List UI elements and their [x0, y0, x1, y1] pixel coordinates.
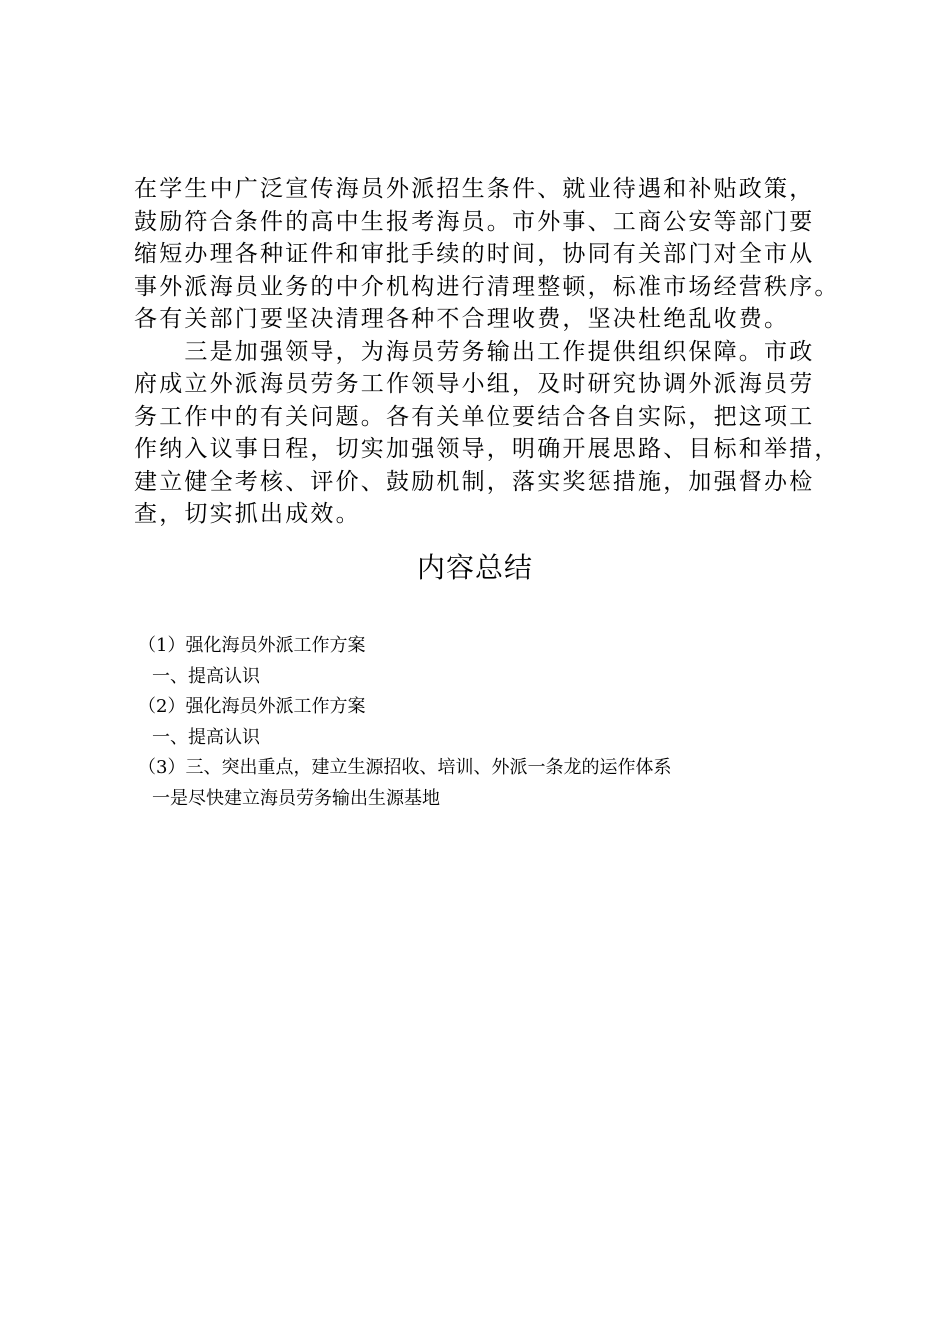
- body-line: 在学生中广泛宣传海员外派招生条件、就业待遇和补贴政策，: [134, 176, 815, 202]
- body-line: 缩短办理各种证件和审批手续的时间，协同有关部门对全市从: [134, 241, 815, 267]
- summary-list: [138, 631, 858, 814]
- body-line: 各有关部门要坚决清理各种不合理收费，坚决杜绝乱收费。: [134, 306, 790, 332]
- body-line: 建立健全考核、评价、鼓励机制，落实奖惩措施，加强督办检: [134, 468, 815, 495]
- body-line: 作纳入议事日程，切实加强领导，明确开展思路、目标和举措，: [134, 436, 840, 462]
- summary-item: （3）三、突出重点，建立生源招收、培训、外派一条龙的运作体系: [138, 757, 672, 778]
- summary-subitem: 一、提高认识: [152, 665, 260, 687]
- summary-subitem: 一是尽快建立海员劳务输出生源基地: [152, 787, 440, 809]
- summary-title: 内容总结: [416, 551, 533, 584]
- summary-item: （2）强化海员外派工作方案: [138, 696, 366, 717]
- body-line: 鼓励符合条件的高中生报考海员。市外事、工商公安等部门要: [134, 208, 815, 235]
- body-line: 三是加强领导，为海员劳务输出工作提供组织保障。市政: [134, 338, 815, 365]
- body-line: 查，切实抓出成效。: [134, 501, 361, 527]
- body-line: 务工作中的有关问题。各有关单位要结合各自实际，把这项工: [134, 403, 815, 430]
- body-line: 事外派海员业务的中介机构进行清理整顿，标准市场经营秩序。: [134, 273, 840, 300]
- summary-item: （1）强化海员外派工作方案: [138, 635, 366, 656]
- body-line: 府成立外派海员劳务工作领导小组，及时研究协调外派海员劳: [134, 371, 815, 397]
- summary-subitem: 一、提高认识: [152, 726, 260, 748]
- body-text: [134, 173, 854, 531]
